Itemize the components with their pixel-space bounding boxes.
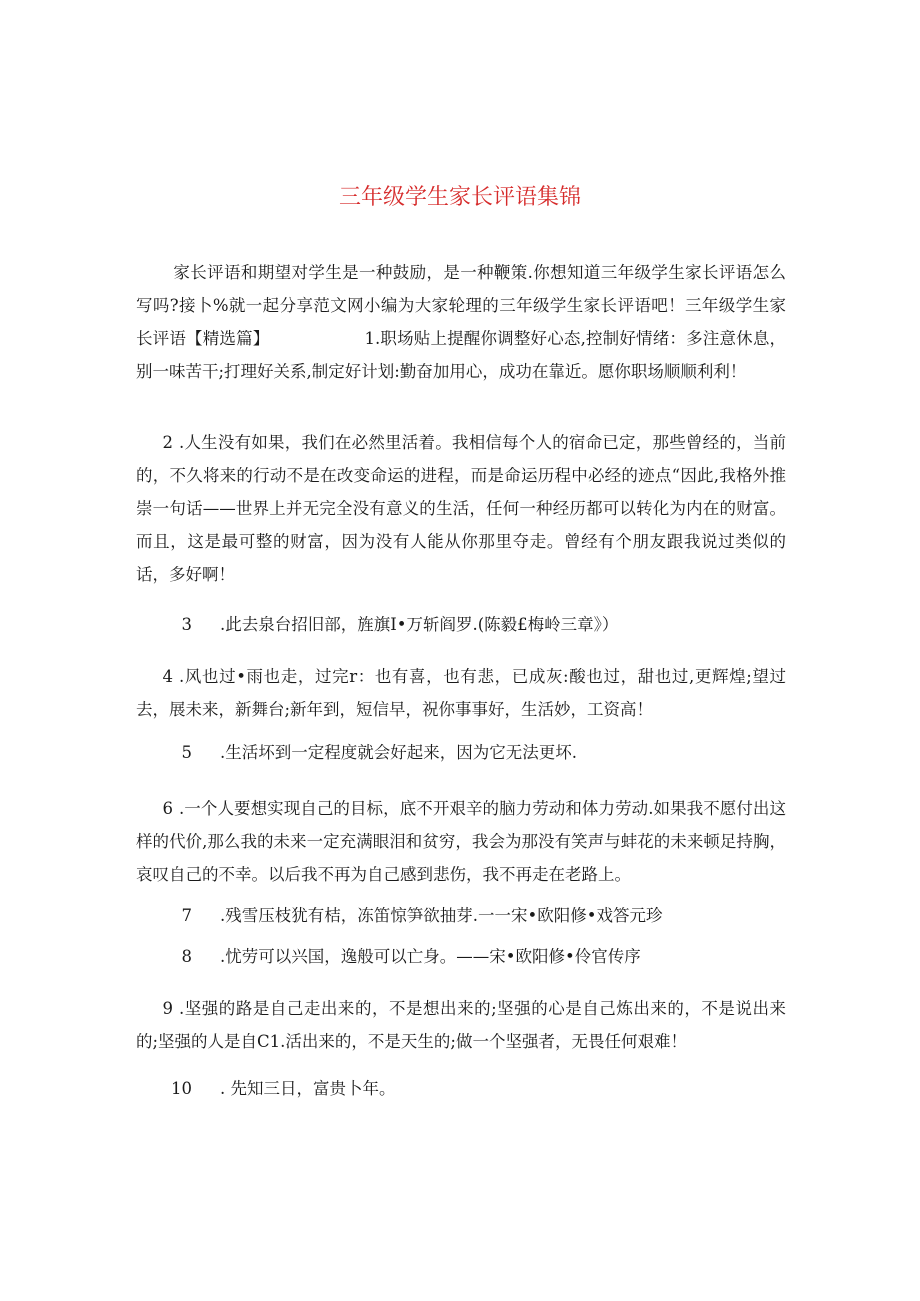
list-item	[136, 992, 786, 1058]
list-item	[136, 1072, 786, 1105]
list-item-number: 10	[171, 1079, 192, 1098]
list-item	[136, 426, 786, 591]
list-item-number: 6	[162, 799, 173, 818]
list-item	[136, 792, 786, 891]
list-item-text: .坚强的路是自己走出来的，不是想出来的;坚强的心是自己炼出来的，不是说出来的;坚强的人是自C1.活出来的，不是天生的;做一个坚强者，无畏任何艰难！	[136, 999, 786, 1051]
list-item-text: .残雪压枝犹有桔，冻笛惊笋欲抽芽.一一宋•欧阳修•戏答元珍	[220, 906, 663, 925]
list-item-text: .此去泉台招旧部，旌旗I•万斩阎罗.(陈毅£梅岭三章》）	[220, 615, 619, 634]
list-item-number: 5	[181, 743, 192, 762]
list-item-number: 9	[162, 999, 173, 1018]
list-item-text: .一个人要想实现自己的目标，底不开艰辛的脑力劳动和体力劳动.如果我不愿付出这样的代价,那么我的未来一定充满眼泪和贫穷，我会为那没有笑声与蚌花的未来顿足持胸，哀叹自己的不幸。以后我不再为自己感到悲伤，我不再走在老路上。	[136, 799, 786, 884]
list-item-number: 2	[162, 433, 173, 452]
list-item-number: 7	[181, 906, 192, 925]
list-item-text: .生活坏到一定程度就会好起来，因为它无法更坏.	[220, 743, 577, 762]
intro-text: 家长评语和期望对学生是一种鼓励，是一种鞭策.你想知道三年级学生家长评语怎么写吗?接卜%就一起分享范文网小编为大家轮理的三年级学生家长评语吧！三年级学生家长评语【精选篇】	[136, 263, 786, 348]
list-item	[136, 940, 786, 973]
intro-item-1-text: 1.职场贴上提醒你调整好心态,控制好情绪：多注意休息，别一味苦干;打理好关系,制定好计划:勤奋加用心，成功在靠近。愿你职场顺顺利利！	[136, 329, 787, 381]
list-item-number: 4	[162, 667, 173, 686]
document-title: 三年级学生家长评语集锦	[338, 185, 581, 210]
list-item-number: 8	[181, 947, 192, 966]
list-item-text: .风也过•雨也走，过完r：也有喜，也有悲，已成灰:酸也过，甜也过,更辉煌;望过去，展未来，新舞台;新年到，短信早，祝你事事好，生活妙，工资高！	[136, 667, 786, 719]
list-item	[136, 736, 786, 769]
list-item	[136, 660, 786, 726]
list-item-text: .忧劳可以兴国，逸般可以亡身。——宋•欧阳修•伶官传序	[220, 947, 641, 966]
intro-paragraph	[136, 256, 786, 388]
list-item	[136, 608, 786, 641]
list-item-text: . 先知三日，富贵卜年。	[220, 1079, 396, 1098]
list-item	[136, 899, 786, 932]
list-item-text: .人生没有如果，我们在必然里活着。我相信每个人的宿命已定，那些曾经的，当前的，不久将来的行动不是在改变命运的进程，而是命运历程中必经的迹点“因此,我格外推崇一句话——世界上并无完全没有意义的生活，任何一种经历都可以转化为内在的财富。而且，这是最可整的财富，因为没有人能从你那里夺走。曾经有个朋友跟我说过类似的话，多好啊！	[136, 433, 786, 584]
list-item-number: 3	[181, 615, 192, 634]
